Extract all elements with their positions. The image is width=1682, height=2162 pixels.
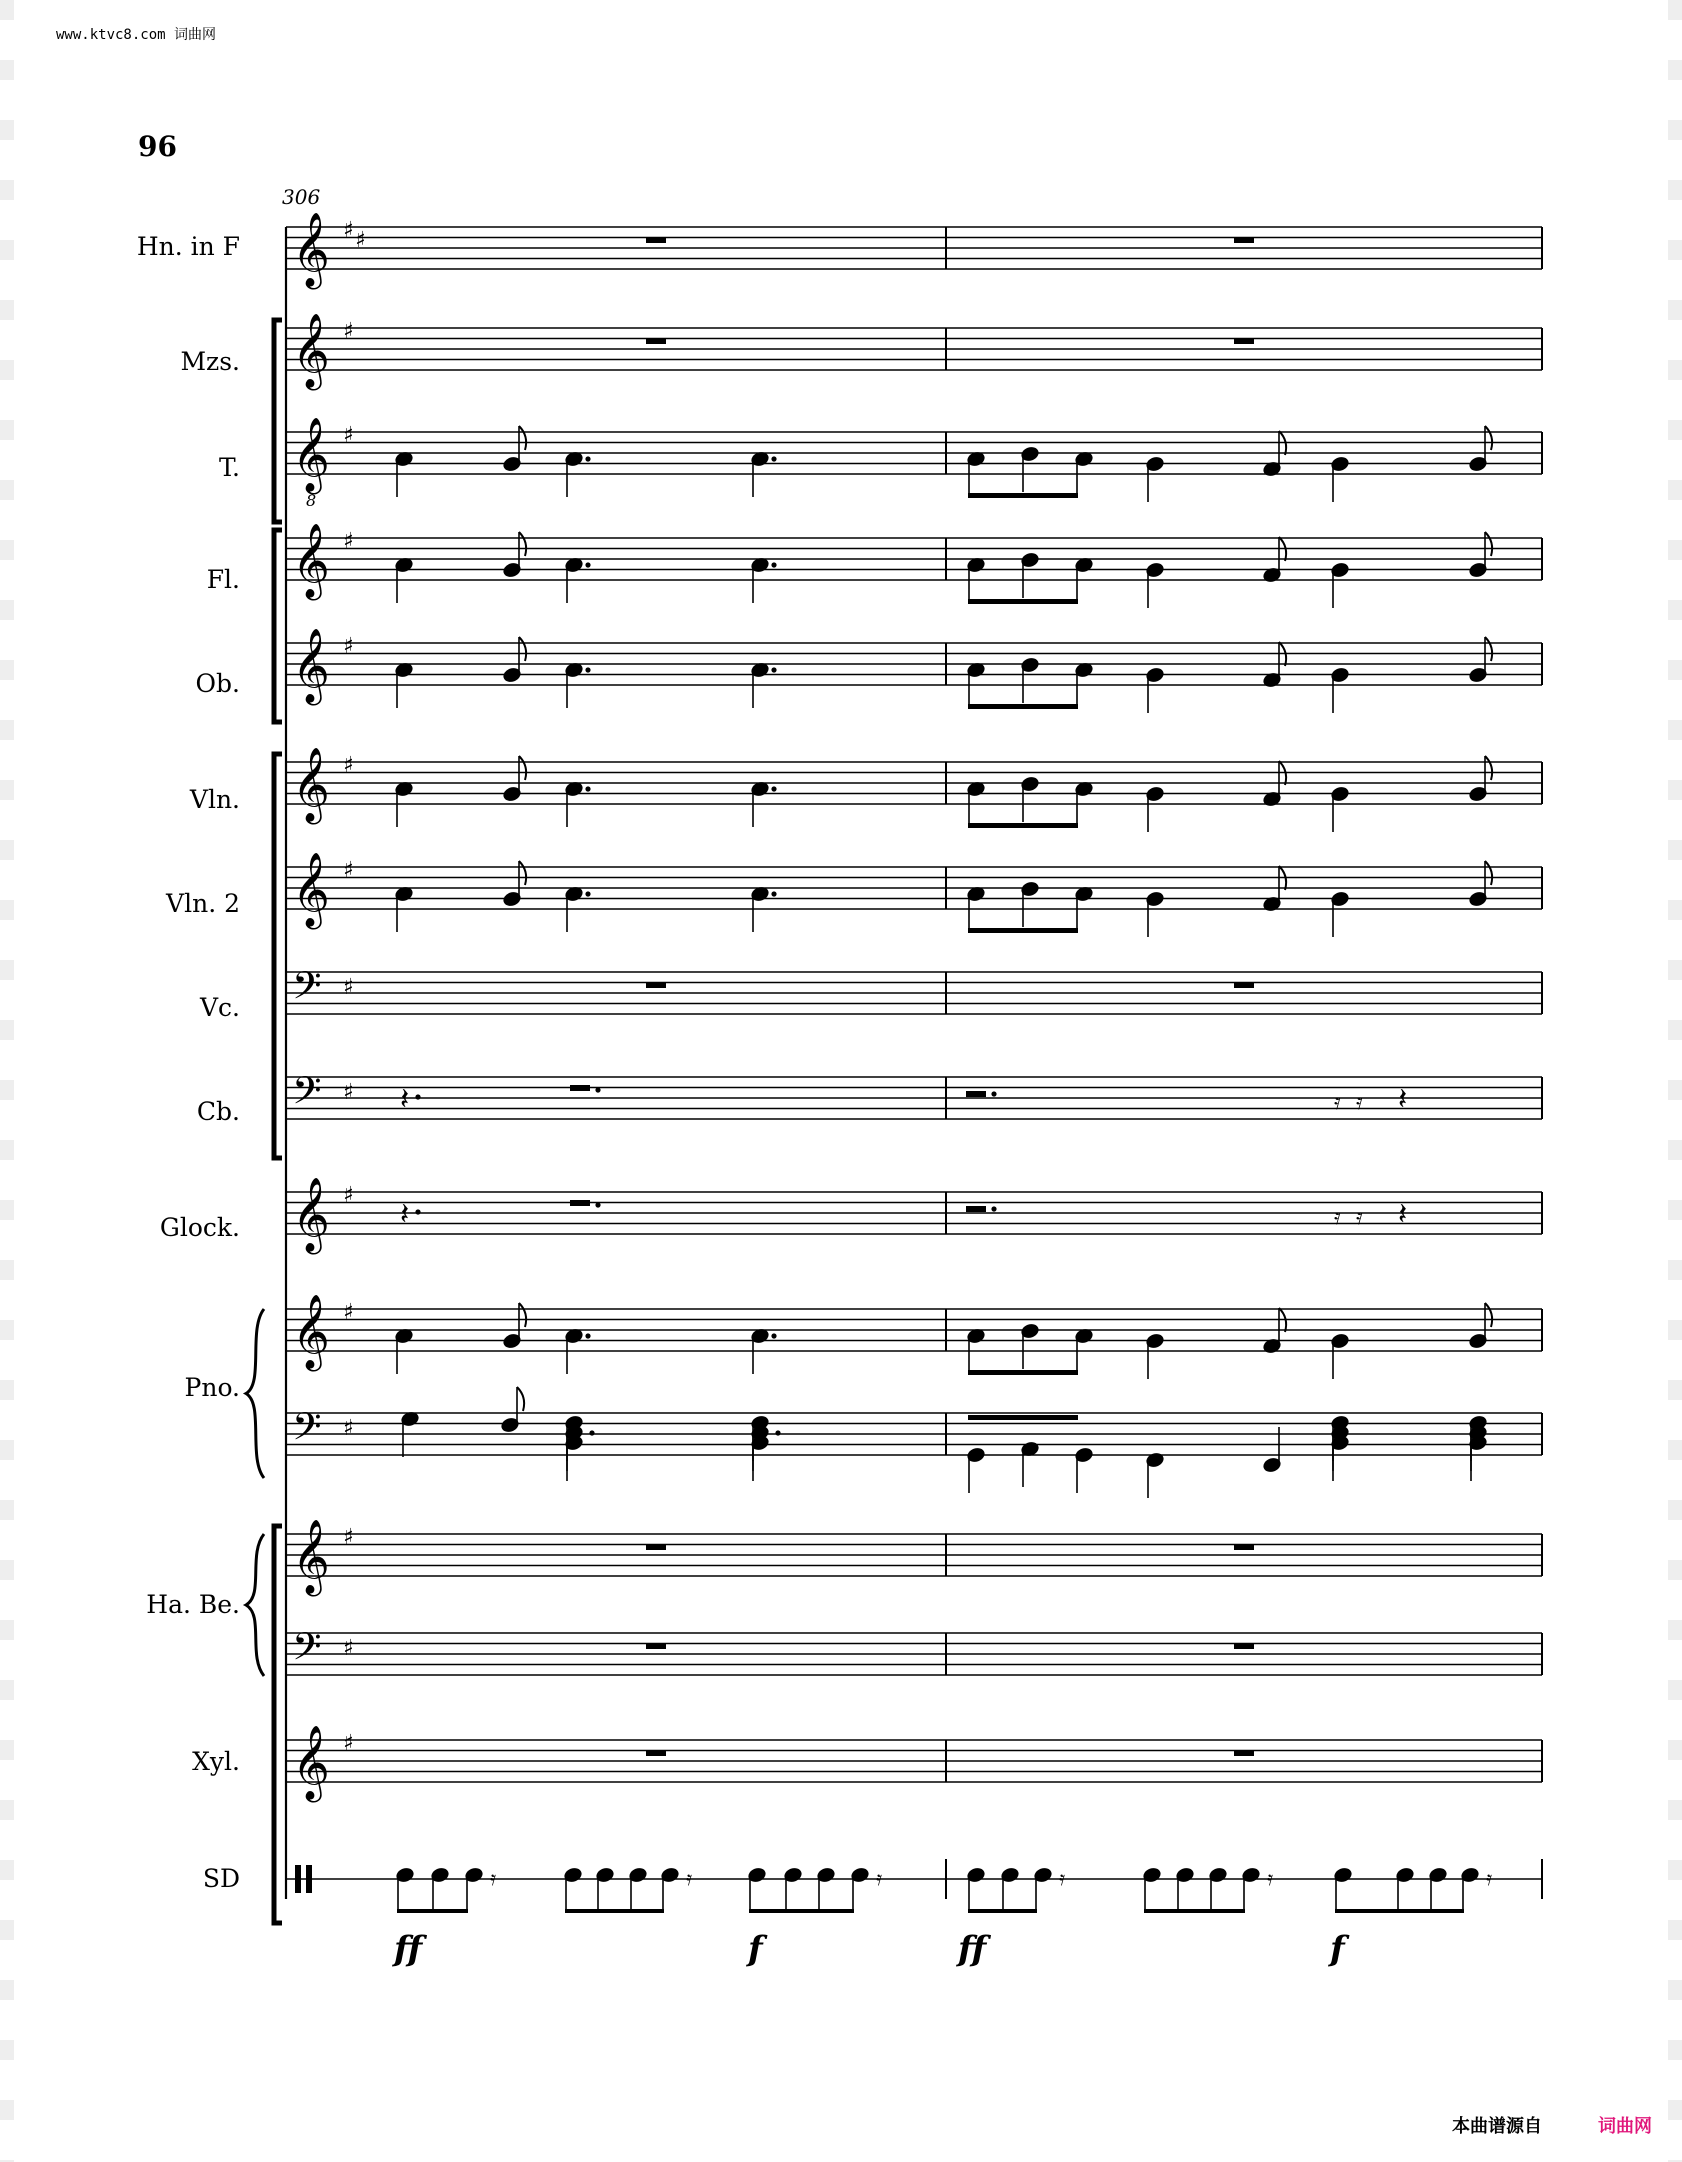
sixteenth-rest: 𝄿 (1059, 1866, 1066, 1890)
group-bracket (274, 320, 282, 522)
staff-label: T. (219, 453, 240, 482)
augmentation-dot (991, 1206, 996, 1211)
staff-lower (286, 1633, 1542, 1675)
augmentation-dot (585, 786, 590, 791)
treble-clef: 𝄞 (292, 213, 330, 287)
treble-clef: 𝄞 (292, 1178, 330, 1252)
octave-mark: 8 (306, 491, 317, 510)
whole-rest (1234, 982, 1254, 988)
sixteenth-rest: 𝄿 (1486, 1866, 1493, 1890)
beam (1144, 1909, 1245, 1913)
sixteenth-rest: 𝄿 (876, 1866, 883, 1890)
augmentation-dot (415, 1209, 420, 1214)
bass-clef: 𝄢 (292, 963, 322, 1017)
augmentation-dot (585, 562, 590, 567)
augmentation-dot (771, 562, 776, 567)
staff-vln- (286, 762, 1542, 804)
treble-clef: 𝄞 (292, 629, 330, 703)
staff-label: Pno. (184, 1373, 240, 1402)
sixteenth-rest: 𝄿 (1267, 1866, 1274, 1890)
staff-glock- (286, 1192, 1542, 1234)
dynamic-mark-f: f (1330, 1929, 1345, 1969)
augmentation-dot (991, 1091, 996, 1096)
augmentation-dot (585, 891, 590, 896)
augmentation-dot (589, 1430, 594, 1435)
whole-rest (1234, 1544, 1254, 1550)
staff-fl- (286, 538, 1542, 580)
group-bracket (274, 754, 282, 1158)
quarter-rest: 𝄽 (1398, 1082, 1408, 1117)
percussion-clef (306, 1865, 312, 1893)
sharp-sign: ♯ (343, 634, 354, 659)
staff-label: Glock. (159, 1213, 240, 1242)
sharp-sign: ♯ (343, 1416, 354, 1441)
beam (968, 704, 1078, 709)
augmentation-dot (775, 1430, 780, 1435)
whole-rest (646, 338, 666, 344)
bass-clef: 𝄢 (292, 1624, 322, 1678)
staff-label: Ha. Be. (146, 1590, 240, 1619)
page-number: 96 (138, 130, 177, 163)
staff-cb- (286, 1077, 1542, 1119)
treble-clef: 𝄞 (292, 314, 330, 388)
treble-clef: 𝄞 (292, 1520, 330, 1594)
dynamic-mark-f: f (748, 1929, 763, 1969)
staff-pno- (286, 1309, 1542, 1351)
header-url[interactable]: www.ktvc8.com 词曲网 (56, 27, 217, 43)
sharp-sign: ♯ (343, 1636, 354, 1661)
whole-rest (1234, 338, 1254, 344)
measure-number: 306 (282, 185, 321, 209)
beam (749, 1909, 854, 1913)
sharp-sign: ♯ (343, 218, 354, 243)
footer-source-text: 本曲谱源自 (1452, 2116, 1542, 2137)
staff-label: Vln. 2 (166, 889, 240, 918)
eighth-flag (519, 756, 526, 780)
beam (397, 1909, 468, 1913)
augmentation-dot (771, 667, 776, 672)
whole-rest (646, 1544, 666, 1550)
sharp-sign: ♯ (343, 753, 354, 778)
sharp-sign: ♯ (343, 529, 354, 554)
eighth-flag (1485, 861, 1492, 885)
sharp-sign: ♯ (343, 1300, 354, 1325)
beam (968, 1370, 1078, 1375)
augmentation-dot (771, 786, 776, 791)
staff-label: Vc. (199, 993, 240, 1022)
whole-rest (570, 1085, 590, 1091)
staff-mzs- (286, 328, 1542, 370)
treble-clef: 𝄞 (292, 748, 330, 822)
staff-label: SD (202, 1864, 240, 1893)
augmentation-dot (771, 1333, 776, 1338)
treble-clef: 𝄞 (292, 1726, 330, 1800)
bass-clef: 𝄢 (292, 1068, 322, 1122)
staff-label: Cb. (196, 1097, 240, 1126)
sharp-sign: ♯ (355, 228, 366, 253)
staff-vln-2 (286, 867, 1542, 909)
sharp-sign: ♯ (343, 1080, 354, 1105)
eighth-flag (519, 861, 526, 885)
staff-lower (286, 1413, 1542, 1455)
staff-xyl- (286, 1740, 1542, 1782)
augmentation-dot (585, 1333, 590, 1338)
staff-label: Xyl. (192, 1747, 240, 1776)
sharp-sign: ♯ (343, 423, 354, 448)
staff-t- (286, 432, 1542, 474)
dynamic-mark-ff: ff (958, 1929, 987, 1969)
sharp-sign: ♯ (343, 1731, 354, 1756)
sharp-sign: ♯ (343, 1525, 354, 1550)
quarter-rest: 𝄽 (400, 1197, 410, 1232)
group-bracket (274, 1526, 282, 1923)
piano-brace (246, 1534, 264, 1676)
staff-ob- (286, 643, 1542, 685)
treble-clef: 𝄞 (292, 524, 330, 598)
sixteenth-rest: 𝄿 (686, 1866, 693, 1890)
group-bracket (274, 530, 282, 722)
staff-label: Ob. (195, 669, 240, 698)
whole-rest (646, 1643, 666, 1649)
eighth-flag (519, 637, 526, 661)
augmentation-dot (415, 1094, 420, 1099)
eighth-flag (1485, 756, 1492, 780)
piano-brace (246, 1309, 264, 1478)
eighth-flag (1485, 637, 1492, 661)
whole-rest (646, 1750, 666, 1756)
augmentation-dot (595, 1202, 600, 1207)
eighth-flag (517, 1387, 524, 1411)
treble-clef: 𝄞 (292, 418, 330, 492)
beam (968, 493, 1078, 498)
footer-brand-link[interactable]: 词曲网 (1598, 2116, 1652, 2137)
half-rest (966, 1091, 986, 1097)
sixteenth-rest: 𝄿 (1356, 1205, 1363, 1230)
treble-clef: 𝄞 (292, 853, 330, 927)
beam (968, 599, 1078, 604)
sixteenth-rest: 𝄿 (1334, 1205, 1341, 1230)
whole-rest (570, 1200, 590, 1206)
staff-label: Hn. in F (136, 232, 240, 261)
quarter-rest: 𝄽 (1398, 1197, 1408, 1232)
sharp-sign: ♯ (343, 319, 354, 344)
staff-label: Fl. (206, 565, 240, 594)
eighth-flag (519, 426, 526, 450)
sixteenth-rest: 𝄿 (490, 1866, 497, 1890)
staff-hn-in-f (286, 227, 1542, 269)
staff-ha-be- (286, 1534, 1542, 1576)
augmentation-dot (595, 1087, 600, 1092)
eighth-flag (1485, 1303, 1492, 1327)
half-rest (966, 1206, 986, 1212)
sharp-sign: ♯ (343, 975, 354, 1000)
augmentation-dot (771, 891, 776, 896)
augmentation-dot (771, 456, 776, 461)
beam (968, 1415, 1078, 1420)
staff-vc- (286, 972, 1542, 1014)
beam (1335, 1909, 1464, 1913)
beam (565, 1909, 664, 1913)
bass-clef: 𝄢 (292, 1404, 322, 1458)
sixteenth-rest: 𝄿 (1356, 1090, 1363, 1115)
sharp-sign: ♯ (343, 858, 354, 883)
whole-rest (1234, 1643, 1254, 1649)
augmentation-dot (585, 667, 590, 672)
augmentation-dot (585, 456, 590, 461)
eighth-flag (1485, 426, 1492, 450)
eighth-flag (519, 1303, 526, 1327)
staff-label: Vln. (189, 785, 240, 814)
sixteenth-rest: 𝄿 (1334, 1090, 1341, 1115)
whole-rest (646, 237, 666, 243)
percussion-clef (295, 1865, 301, 1893)
eighth-flag (519, 532, 526, 556)
staff-label: Mzs. (180, 347, 240, 376)
dynamic-mark-ff: ff (394, 1929, 423, 1969)
sharp-sign: ♯ (343, 1183, 354, 1208)
beam (968, 1909, 1037, 1913)
beam (968, 928, 1078, 933)
whole-rest (646, 982, 666, 988)
eighth-flag (1485, 532, 1492, 556)
beam (968, 823, 1078, 828)
quarter-rest: 𝄽 (400, 1082, 410, 1117)
whole-rest (1234, 237, 1254, 243)
whole-rest (1234, 1750, 1254, 1756)
treble-clef: 𝄞 (292, 1295, 330, 1369)
